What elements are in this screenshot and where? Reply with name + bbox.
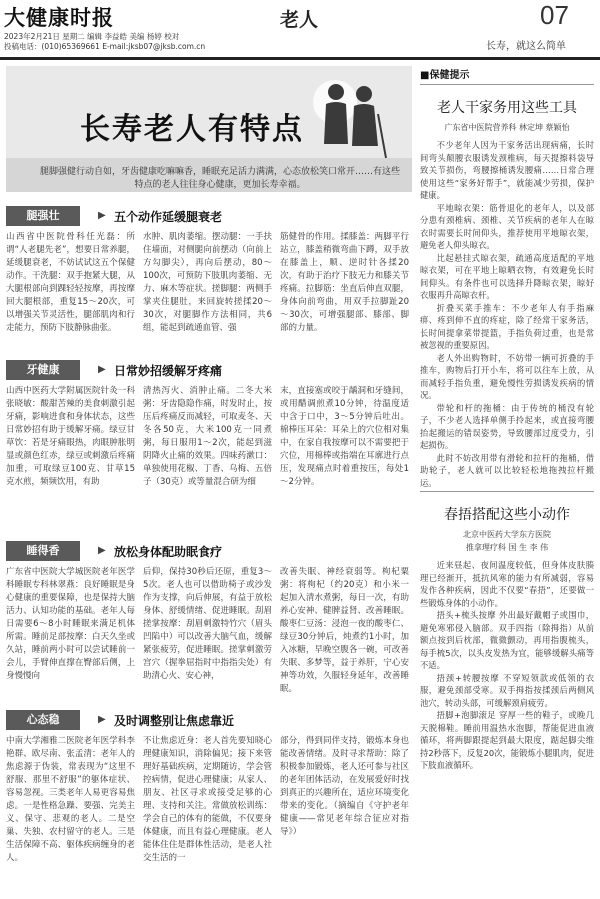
section-body-legs (6, 231, 412, 339)
section-title: 五个动作延缓腿衰老 (114, 210, 223, 224)
page-number: 07 (540, 0, 569, 30)
text-column: 后仰，保持30秒后还原，重复3～5次。老人也可以借助椅子或沙发作为支撑，向后伸展，有益于放松身体、舒缓情绪、促进睡眠。刮眉搓掌按摩：刮眉刺激特竹穴（眉头凹陷中）可以改善大脑气血，缓解紧张疲劳，促进睡眠。搓掌刺激劳宫穴（握拳屈指时中指指尖处）有助清心火、安心神， (143, 567, 272, 681)
elderly-couple-silhouette (306, 74, 396, 164)
section-title: 及时调整别让焦虑靠近 (114, 714, 235, 728)
text-column: 末，直接塞或咬于龋洞和牙缝间，或用醋调煎煮10分钟，待温度适中含于口中，3～5分钟后吐出。棉棒压耳朵：耳朵上的穴位相对集中，在家自我按摩可以不需要把于穴位，用棉棒或指端在耳廓进行点压，发现痛点时着重按压，每处1～2分钟。 (280, 386, 409, 487)
paragraph: 此时不妨改用带有滑轮和拉杆的拖桶，借助轮子，老人就可以比较轻松地拖拽拉杆搬运。 (420, 452, 594, 488)
section-body-teeth (6, 385, 412, 517)
section-body-mind (6, 735, 412, 893)
paragraph: 不少老年人因为干家务活出现病痛，长时间弯头颠腰衣服诱发颈椎病，每天提擦料袋导致关节损伤，弯腰擦桶诱发腰痛……日常合理使用这些“家务好帮手”，就能减少劳损，保护健康。 (420, 140, 594, 200)
paragraph: 平地晾衣架：筋骨退化的老年人，以及部分患有颈椎病、颈椎、关节疾病的老年人在晾衣时需要长时间仰头，推荐使用平地晾衣架，避免老人仰头晾衣。 (420, 202, 594, 250)
section-tag: 腿强壮 (6, 206, 80, 226)
arrow-icon: ▶ (98, 714, 106, 725)
issue-date-line: 2023年2月21日 星期二 编辑 李益皓 美编 杨婷 校对 (4, 32, 180, 41)
article-title: 老人干家务用这些工具 (437, 100, 577, 116)
paragraph: 比起悬挂式晾衣架，疏通高度适配的平地晾衣架，可在平地上晾晒衣物，有效避免长时间仰头。有条件也可以选择升降晾衣架，晾好衣服再升高晾衣杆。 (420, 252, 594, 300)
text-column: 水肿、肌肉萎缩。摆动腿：一手扶住墙面，对侧腿向前摆动（向前上方勾脚尖），再向后摆动，80～100次，可预防下肢肌肉萎缩、无力、麻木等症状。搓脚腿：两侧手掌夹住腿肚，来回旋转搓揉20～30次，对腿脚作方法相同，共6组，能起到疏通血管、强 (143, 232, 272, 333)
section-header-sleep (6, 541, 412, 561)
text-column: 改善失眠、神经衰弱等。枸杞粟粥：将枸杞（约20克）和小米一起加入清水煮粥，每日一次，有助养心安神、健脾益肾、改善睡眠。酸枣仁豆汤：浸泡一夜的酸枣仁、绿豆30分钟后，炖煮约1小时，加入冰糖，早晚空腹各一碗，可改善失眠、多梦等，益于养肝，宁心安神等功效，久服轻身延年，改善睡眠。 (280, 567, 409, 694)
section-body-sleep (6, 566, 412, 694)
right-column (420, 66, 594, 889)
issue-meta (4, 32, 205, 52)
article-byline: 北京中医药大学东方医院 (463, 530, 551, 539)
hero-title: 长寿老人有特点 (80, 112, 304, 147)
section-name: 老人 (280, 9, 319, 31)
paragraph: 折叠买菜手推车：不少老年人有手指麻痹、疼到伸不直的疼症，除了经常干家务活，长时间提拿菜带提篮，手指负荷过重，也是常被忽视的重要原因。 (420, 302, 594, 350)
section-title: 放松身体配助眠食疗 (114, 545, 223, 559)
section-header-mind (6, 710, 412, 730)
text-column: 广东省中医院大学城医院老年医学科睡眠专科林翠燕：良好睡眠是身心健康的重要保障，也是保持大脑活力、认知功能的基础。老年人每日需要6～8小时睡眠来满足机体所需。睡前足部按摩：白天久坐或久站，睡前两小时可以尝试睡前一会儿，手臂伸直撑在臀部后侧，上身慢慢向 (6, 567, 135, 681)
text-column: 筋健骨的作用。揉膝盖：两脚平行站立，膝盖稍微弯曲下蹲，双手放在膝盖上，顺、逆时针各揉20次，有助于治疗下肢无力和膝关节疼痛。拉脚筋：坐直后伸直双腿，身体向前弯曲，用双手拉脚趾20～30次，可增强腿部、膝部、脚部的力量。 (280, 232, 409, 333)
arrow-icon: ▶ (98, 545, 106, 556)
text-column: 山西省中医院骨科任光磊：所谓“人老腿先老”，想要日常养腿，延缓腿衰老，不妨试试这五个保健动作。干洗腿：双手抱紧大腿，从大腿根部向到踝轻轻按摩，再按摩回大腿根部，重复15～20次，可以增强关节灵活性，腿部肌肉和行走能力，预防下肢静脉曲张。 (6, 232, 135, 333)
paragraph: 捂头+梳头按摩 外出最好戴帽子或围巾，避免寒邪侵入脑部。双手四指（除拇指）从前额点按到后枕部，微微颤动，再用指腹梳头，每手梳5次，以头皮发热为宜，能够缓解头痛等不适。 (420, 610, 594, 670)
section-tag: 心态稳 (6, 710, 80, 730)
article-byline: 广东省中医院营养科 林定坤 蔡颖怡 (444, 123, 570, 132)
text-column: 山西中医药大学附属医院针灸一科张晓敏：酸甜苦辣的美食刺激引起牙痛，影响进食和身体状态，这些日常妙招有助于缓解牙痛。绿豆甘草饮：若是牙痛眼热，肉眼肿胀明显或颜色红赤，绿豆或刺激后疼痛加重，可取绿豆100克、甘草15克水煎，频频饮用，有助 (6, 386, 135, 487)
section-title: 日常妙招缓解牙疼痛 (114, 364, 223, 378)
arrow-icon: ▶ (98, 210, 106, 221)
paragraph: 老人外出购物时，不妨带一辆可折叠的手推车，购物后打开小车，将可以往车上放，从而减轻手指负重，避免慢性劳损诱发疾病的情况。 (420, 352, 594, 400)
section-tag: 睡得香 (6, 541, 80, 561)
paragraph: 捂颈+转腰按摩 不穿短领款或低领的衣服，避免颈部受寒。双手拇指按揉颈后两侧风池穴，转动头部，可缓解颈肩疲劳。 (420, 672, 594, 708)
health-tip-label: ■保健提示 (420, 66, 594, 85)
article-title: 春捂搭配这些小动作 (444, 507, 570, 523)
article-byline: 推拿理疗科 国 生 李 伟 (465, 543, 549, 552)
paragraph: 捂脚+泡脚滚足 穿厚一些的鞋子，或晚几天脱棉鞋。睡前用温热水泡脚，帮能促进血液循环，将两脚跟提起到最大限度，踮起脚尖维持2秒落下，反复20次，能锻炼小腿肌肉，促进下肢血液循环。 (420, 710, 594, 770)
newspaper-logo: 大健康时报 (4, 5, 114, 30)
text-column: 中南大学湘雅二医院老年医学科李艳群、欧尽南、张孟清：老年人的焦虑源于伪装，常表现为“这里不舒服、那里不舒服”的躯体症状、容易忽视。三类老年人易更容易焦虑。一是性格急躁、要强、完美主义、保守、悲观的老人。二是空巢、失独、农村留守的老人。三是生活保障不高、躯体疾病缠身的老人。 (6, 736, 135, 863)
section-header-legs (6, 206, 412, 226)
masthead (0, 0, 600, 30)
section-tag: 牙健康 (6, 360, 80, 380)
text-column: 部分，得到同伴支持，锻炼本身也能改善情绪。及时寻求帮助：除了积极参加锻炼，老人还可参与社区的老年团体活动，在发展爱好时找到真正的兴趣所在，适应环境变化带来的变化。（摘编自《守护老年健康——常见老年综合征应对指导》） (280, 736, 409, 837)
arrow-icon: ▶ (98, 364, 106, 375)
text-column: 不让焦虑近身：老人首先要知晓心理健康知识，消除偏见；接下来管理好基础疾病，定期随访，学会管控病情，促进心理健康；从家人、朋友、社区寻求或接受足够的心理、支持和关注。常做放松训练：学会自己的体有的能做，不仅要身体健康，而且有益心理健康。老人能体住住是群体性活动，是老人社交生活的一 (143, 736, 272, 863)
section-header-teeth (6, 360, 412, 380)
article-body (420, 559, 594, 889)
hero-subtitle: 腿脚强健行动自如，牙齿健康吃嘛嘛香，睡眠充足活力满满，心态放松笑口常开……有这些特点的老人往往身心健康，更加长寿幸福。 (40, 167, 401, 190)
paragraph: 近来昼起、夜间温度较低，但身体皮肤腠理已经渐开，抵抗风寒的能力有所减弱，容易发作各种疾病，因此不仅要“春捂”，还要做一些锻炼身体的小动作。 (420, 560, 594, 608)
article-divider (420, 491, 594, 492)
header-rule (0, 57, 600, 60)
article-body (420, 139, 594, 488)
page-slogan: 长寿，就这么简单 (486, 41, 566, 52)
contact-line: 投稿电话：(010)65369661 E-mail:jksb07@jksb.com.cn (4, 42, 206, 51)
text-column: 清热泻火、消肿止痛。二冬大米粥：牙齿隐隐作痛，时发时止，按压后疼痛反而减轻，可取麦冬、天冬各50克，大米100克一同煮粥，每日服用1～2次，能起到滋阴降火止痛的效果。四味药漱口：单独使用花椒、丁香、乌梅、五倍子（30克）或等量混合研为细 (143, 386, 272, 487)
paragraph: 带轮和杆的拖桶：由于传统的桶没有轮子，不少老人选择单侧手拎起来，或直接弯腰抬起搬运的错误姿势，导致腰部过度受力，引起损伤。 (420, 402, 594, 450)
